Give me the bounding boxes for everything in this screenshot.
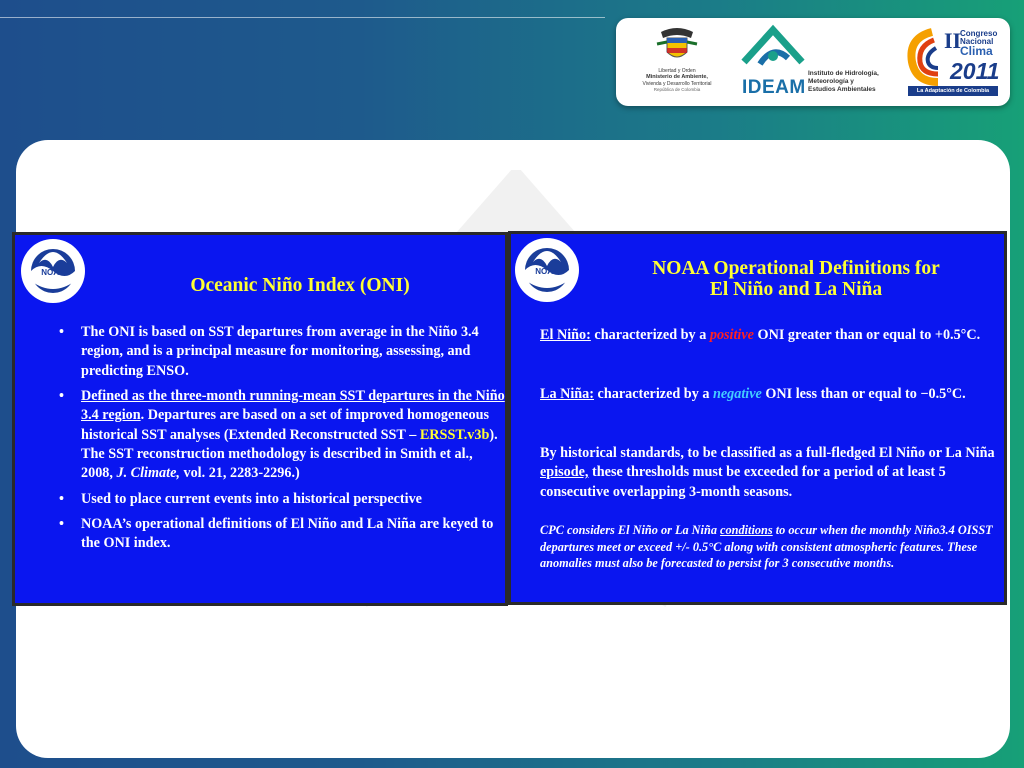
oni-title: Oceanic Niño Index (ONI) [190, 275, 410, 296]
oni-bullet-list [59, 323, 505, 559]
ideam-desc-line: Estudios Ambientales [808, 85, 876, 93]
noaa-logo-icon [19, 237, 87, 305]
colombia-coat-of-arms-icon [655, 22, 699, 66]
gov-ministry: Ministerio de Ambiente, [646, 74, 708, 81]
bullet-text: ). The SST reconstruction methodology is described in Smith et al., 2008, [81, 426, 498, 482]
positive-word: positive [709, 327, 754, 343]
list-item [59, 490, 505, 509]
ideam-name: IDEAM [742, 77, 806, 98]
ideam-logo [736, 24, 896, 102]
noaa-logo-text: NOAA [535, 267, 559, 276]
definition-text: characterized by a [594, 386, 713, 402]
la-nina-definition [540, 385, 1000, 404]
el-nino-definition [540, 326, 1000, 345]
list-item [59, 323, 505, 381]
oni-slide [12, 232, 508, 606]
note-text: to occur when the monthly Niño3.4 OISST departures meet or exceed +/- 0.5°C along with consistent atmospheric features. These anomalies must also be forecasted to persist for 3 consecutive months. [540, 523, 993, 571]
congreso-line1: Congreso [960, 29, 998, 38]
congreso-edition: II [944, 28, 962, 53]
cpc-conditions-note [540, 522, 1000, 572]
note-text: CPC considers El Niño or La Niña [540, 523, 721, 537]
journal-name: J. Climate, [116, 465, 180, 482]
ideam-mark-icon [740, 24, 806, 76]
bullet-text: Used to place current events into a historical perspective [81, 490, 422, 507]
definition-text: ONI less than or equal to −0.5°C. [761, 386, 966, 402]
noaa-logo-icon [513, 236, 581, 304]
negative-word: negative [712, 386, 762, 402]
bullet-text: . Departures are based on a set of improved homogeneous historical SST analyses (Extended Reconstructed SST – [81, 407, 490, 443]
la-nina-label: La Niña: [540, 386, 594, 402]
congreso-line3: Clima [960, 44, 993, 58]
criteria-text: By historical standards, to be classified as a full-fledged El Niño or La Niña [540, 445, 995, 461]
bullet-text: The ONI is based on SST departures from average in the Niño 3.4 region, and is a principal measure for monitoring, assessing, and predicting ENSO. [81, 324, 479, 379]
bullet-underlined-text: Defined as the three-month running-mean SST departures in the Niño 3.4 region [81, 387, 505, 424]
gov-ministry-sub: Vivienda y Desarrollo Territorial [642, 81, 712, 88]
title-line: El Niño and La Niña [709, 279, 883, 301]
congreso-clima-logo [904, 26, 1004, 98]
logo-banner [616, 18, 1010, 106]
ersst-highlight: ERSST.v3b [419, 426, 490, 443]
ideam-description [808, 70, 879, 93]
colombia-ministry-logo [632, 22, 722, 102]
criteria-text: these thresholds must be exceeded for a period of at least 5 consecutive overlapping 3-month seasons. [540, 464, 946, 500]
episode-criteria [540, 444, 1000, 502]
definitions-slide [508, 231, 1007, 605]
conditions-word: conditions [720, 523, 773, 537]
title-line: NOAA Operational Definitions for [652, 258, 940, 279]
congreso-line2: Nacional [960, 37, 994, 46]
noaa-logo-text: NOAA [41, 268, 65, 277]
bullet-text: vol. 21, 2283-2296.) [179, 465, 300, 482]
header-rule [0, 17, 605, 18]
list-item [59, 515, 505, 554]
definition-text: ONI greater than or equal to +0.5°C. [753, 327, 981, 343]
congreso-year: 2011 [950, 58, 1000, 84]
gov-country: República de Colombia [653, 87, 701, 93]
ideam-desc-line: Meteorología y [808, 77, 854, 85]
episode-word: episode, [540, 464, 589, 481]
el-nino-label: El Niño: [540, 327, 591, 343]
ideam-desc-line: Instituto de Hidrología, [808, 70, 879, 77]
definition-text: characterized by a [590, 327, 710, 343]
list-item [59, 387, 505, 484]
congreso-tagline: La Adaptación de Colombia [908, 86, 998, 96]
bullet-text: NOAA’s operational definitions of El Niño and La Niña are keyed to the ONI index. [81, 515, 494, 552]
definitions-title [601, 258, 991, 300]
gov-motto: Libertad y Orden [658, 68, 696, 74]
congreso-swirl-icon [904, 28, 946, 86]
